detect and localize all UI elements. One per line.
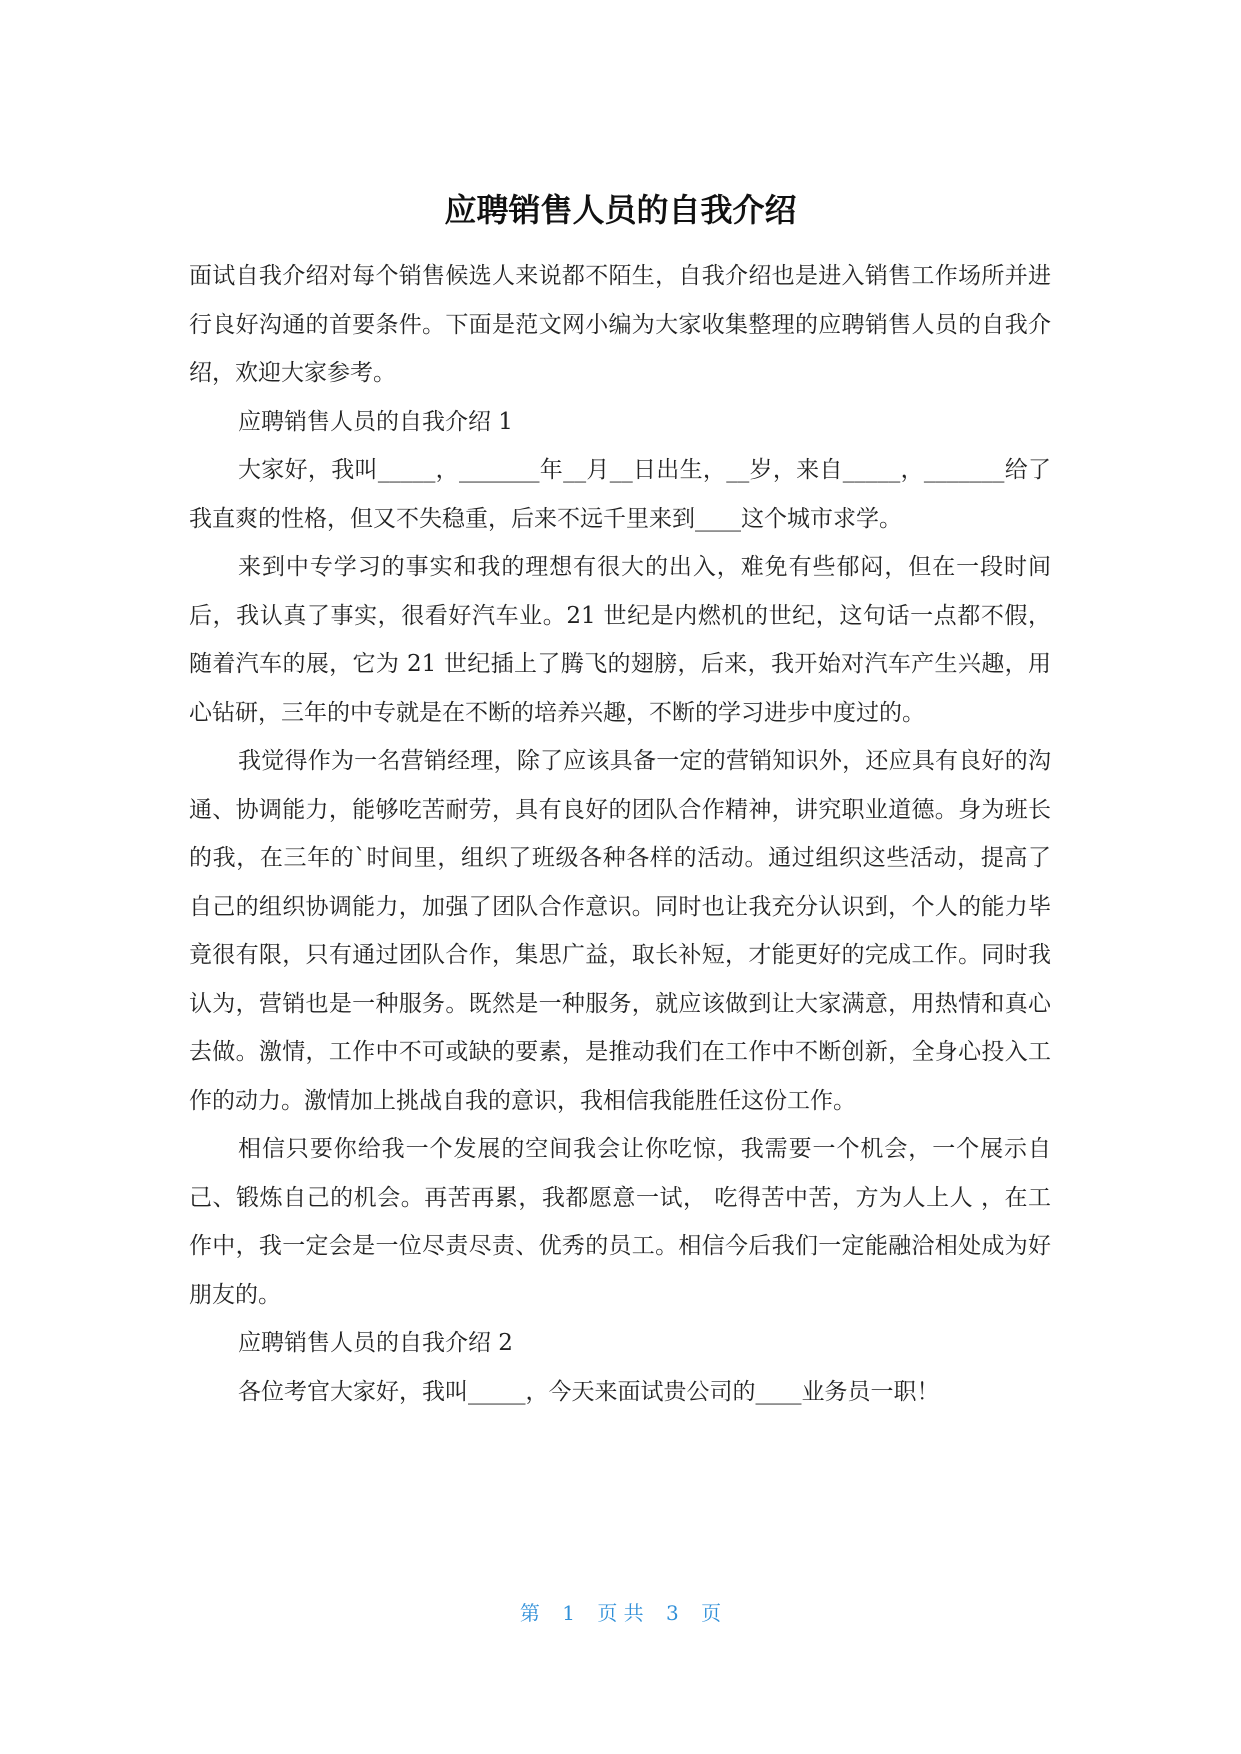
body-paragraph: 大家好，我叫_____，_______年__月__日出生，__岁，来自_____，_______给了我直爽的性格，但又不失稳重，后来不远千里来到____这个城市求学。 [189,457,1051,532]
body-paragraph: 我觉得作为一名营销经理，除了应该具备一定的营销知识外，还应具有良好的沟通、协调能力，能够吃苦耐劳，具有良好的团队合作精神，讲究职业道德。身为班长的我，在三年的`时间里，组织了班级各种各样的活动。通过组织这些活动，提高了自己的组织协调能力，加强了团队合作意识。同时也让我充分认识到，个人的能力毕竟很有限，只有通过团队合作，集思广益，取长补短，才能更好的完成工作。同时我认为，营销也是一种服务。既然是一种服务，就应该做到让大家满意，用热情和真心去做。激情，工作中不可或缺的要素，是推动我们在工作中不断创新，全身心投入工作的动力。激情加上挑战自我的意识，我相信我能胜任这份工作。 [189,748,1051,1114]
footer-total-pages: 3 [666,1601,679,1625]
footer-word-ye-gong: 页 共 [597,1601,644,1625]
body-paragraph: 各位考官大家好，我叫_____，今天来面试贵公司的____业务员一职！ [238,1378,940,1405]
body-paragraph: 来到中专学习的事实和我的理想有很大的出入，难免有些郁闷，但在一段时间后，我认真了事实，很看好汽车业。21 世纪是内燃机的世纪，这句话一点都不假，随着汽车的展，它为 21 世纪插上了腾飞的翅膀，后来，我开始对汽车产生兴趣，用心钻研，三年的中专就是在不断的培养兴趣，不断的学习进步中度过的。 [189,554,1051,726]
footer-word-di: 第 [519,1601,540,1625]
body-paragraph: 相信只要你给我一个发展的空间我会让你吃惊，我需要一个机会，一个展示自己、锻炼自己的机会。再苦再累，我都愿意一试， 吃得苦中苦，方为人上人 ，在工作中，我一定会是一位尽责尽责、优秀的员工。相信今后我们一定能融洽相处成为好朋友的。 [189,1136,1051,1308]
footer-word-ye: 页 [701,1601,722,1625]
document-title: 应聘销售人员的自我介绍 [444,191,797,229]
section-heading-1: 应聘销售人员的自我介绍 1 [238,408,513,435]
page-footer [0,1598,1241,1628]
footer-current-page: 1 [562,1601,575,1625]
intro-paragraph: 面试自我介绍对每个销售候选人来说都不陌生，自我介绍也是进入销售工作场所并进行良好沟通的首要条件。下面是范文网小编为大家收集整理的应聘销售人员的自我介绍，欢迎大家参考。 [189,263,1051,386]
section-heading-2: 应聘销售人员的自我介绍 2 [238,1330,513,1356]
document-body [189,252,1051,1416]
